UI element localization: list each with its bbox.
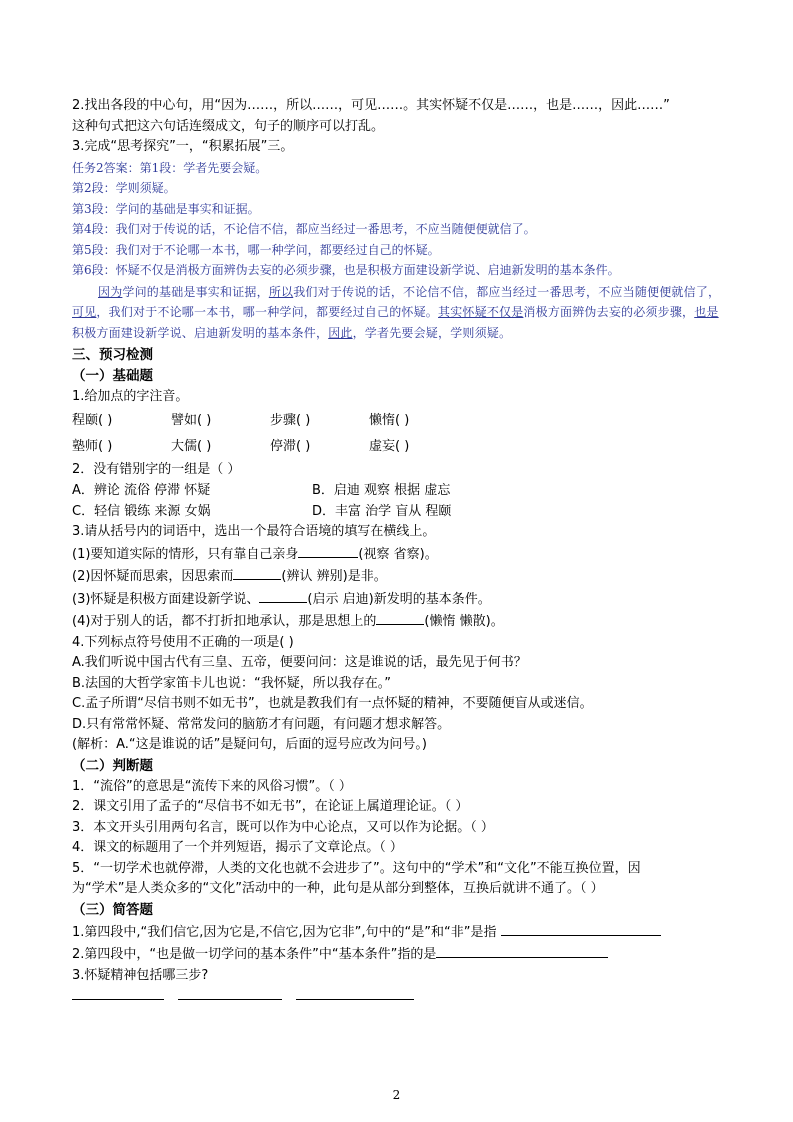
answer-line: 第4段：我们对于传说的话，不论信不信，都应当经过一番思考，不应当随便便就信了。 [72,222,536,236]
fill-choices: (懒惰 懒散)。 [424,614,504,629]
pinyin-item[interactable]: 步骤( ) [270,412,311,428]
fill-text: (3)怀疑是积极方面建设新学说、 [72,591,260,607]
fill-choices: (辨认 辨别)是非。 [281,569,387,584]
fill-text: (1)要知道实际的情形，只有靠自己亲身 [72,546,299,562]
option[interactable]: A．辨论 流俗 停滞 怀疑 [72,483,211,498]
answer-line: 第3段：学问的基础是事实和证据。 [72,201,260,216]
pinyin-item[interactable]: 譬如( ) [171,412,212,428]
subsection-heading: （一）基础题 [72,368,153,384]
short-question: 2.第四段中，“也是做一切学问的基本条件”中“基本条件”指的是 [72,947,437,962]
question-3: 3.请从括号内的词语中，选出一个最符合语境的填写在横线上。 [72,524,436,539]
fill-item [72,588,724,611]
option-row [72,501,724,522]
option[interactable]: D．丰富 治学 盲从 程颐 [312,504,452,519]
judge-item: 5．“一切学术也就停滞，人类的文化也就不会进步了”。这句中的“学术”和“文化”不能互换位置，因 [72,860,641,876]
paragraph-text: 学问的基础是事实和证据， [122,284,269,299]
item2-line1: 2.找出各段的中心句，用“因为……，所以……，可见……。其实怀疑不仅是……，也是……，因此……” [72,98,670,113]
answer-line: 第5段：我们对于不论哪一本书，哪一种学问，都要经过自己的怀疑。 [72,242,440,257]
pinyin-item[interactable]: 程颐( ) [72,412,113,428]
analysis-note: (解析：A.“这是谁说的话”是疑问句，后面的逗号应改为问号。) [72,737,427,752]
answer-blank[interactable] [296,998,414,1000]
answer-blank[interactable] [178,998,282,1000]
judge-item: 4．课文的标题用了一个并列短语，揭示了文章论点。（ ） [72,840,403,855]
judge-item: 为“学术”是人类众多的“文化”活动中的一种，此句是从部分到整体，互换后就讲不通了。（ ） [72,881,604,896]
option[interactable]: D.只有常常怀疑、常常发问的脑筋才有问题，有问题才想求解答。 [72,716,451,732]
fill-text: (4)对于别人的话，都不打折扣地承认，那是思想上的 [72,614,377,629]
short-question: 1.第四段中,“我们信它,因为它是,不信它,因为它非”,句中的“是”和“非”是指 [72,924,501,940]
judge-item: 2．课文引用了孟子的“尽信书不如无书”，在论证上属道理论证。（ ） [72,799,469,814]
paragraph-text: ，学者先要会疑，学则须疑。 [352,325,512,340]
pinyin-item[interactable]: 停滞( ) [270,438,311,454]
fill-blank[interactable] [233,565,281,580]
pinyin-item[interactable]: 大儒( ) [171,438,212,454]
underlined-connective: 也是 [694,305,719,319]
fill-blank[interactable] [298,543,358,558]
pinyin-item[interactable]: 塾师( ) [72,438,113,454]
pinyin-item[interactable]: 虚妄( ) [369,438,410,454]
underlined-connective: 所以 [268,284,294,299]
option-row [72,480,724,501]
fill-choices: (视察 省察)。 [358,546,438,562]
underlined-connective: 可见 [72,305,97,319]
paragraph-text: 消极方面辨伪去妄的必须步骤， [523,305,695,319]
item2-line2: 这种句式把这六句话连缀成文，句子的顺序可以打乱。 [72,118,385,134]
fill-blank[interactable] [376,610,424,625]
fill-text: (2)因怀疑而思索，因思索而 [72,569,234,584]
section-heading: 三、预习检测 [72,347,153,363]
subsection-heading: （二）判断题 [72,757,153,774]
option[interactable]: C．轻信 锻练 来源 女娲 [72,504,211,519]
fill-blank[interactable] [259,588,307,603]
answer-paragraph [72,282,724,344]
subsection-heading: （三）简答题 [72,901,153,918]
pinyin-item[interactable]: 懒惰( ) [369,412,410,428]
underlined-connective: 因此 [328,325,353,340]
document-page [72,96,724,1000]
page-number: 2 [392,1088,401,1102]
short-answer-item [72,921,724,944]
judge-item: 3．本文开头引用两句名言，既可以作为中心论点，又可以作为论据。（ ） [72,819,494,835]
answer-lines [72,998,724,1000]
short-question: 3.怀疑精神包括哪三步? [72,967,209,983]
option[interactable]: A.我们听说中国古代有三皇、五帝，便要问问：这是谁说的话，最先见于何书？ [72,655,527,670]
paragraph-text: 积极方面建设新学说、启迪新发明的基本条件， [72,325,329,340]
fill-item [72,610,724,633]
answer-line: 第6段：怀疑不仅是消极方面辨伪去妄的必须步骤，也是积极方面建设新学说、启迪新发明的基本条件。 [72,263,620,277]
answer-blank[interactable] [501,921,661,936]
option[interactable]: B．启迪 观察 根据 虚忘 [312,483,451,498]
option[interactable]: B.法国的大哲学家笛卡儿也说：“我怀疑，所以我存在。” [72,675,392,691]
underlined-connective: 其实怀疑不仅是 [438,305,524,319]
paragraph-text: 我们对于传说的话，不论信不信，都应当经过一番思考，不应当随便便就信了， [293,284,721,299]
answer-line: 第2段：学则须疑。 [72,181,176,195]
answer-blank[interactable] [436,943,608,958]
short-answer-item [72,943,724,966]
underlined-connective: 因为 [98,284,123,299]
question-1: 1.给加点的字注音。 [72,389,189,404]
pinyin-row [72,408,724,434]
pinyin-row [72,434,724,460]
answer-line: 任务2答案：第1段：学者先要会疑。 [72,160,268,175]
question-4: 4.下列标点符号使用不正确的一项是( ) [72,634,294,650]
option[interactable]: C.孟子所谓“尽信书则不如无书”，也就是教我们有一点怀疑的精神，不要随便盲从或迷信。 [72,696,593,711]
fill-item [72,565,724,588]
fill-item [72,543,724,566]
question-2: 2．没有错别字的一组是（ ） [72,461,241,477]
paragraph-text: ，我们对于不论哪一本书，哪一种学问，都要经过自己的怀疑。 [96,305,439,319]
answer-blank[interactable] [72,998,164,1000]
item3: 3.完成“思考探究”一，“积累拓展”三。 [72,139,294,154]
judge-item: 1．“流俗”的意思是“流传下来的风俗习惯”。（ ） [72,778,352,794]
fill-choices: (启示 启迪)新发明的基本条件。 [307,591,491,607]
